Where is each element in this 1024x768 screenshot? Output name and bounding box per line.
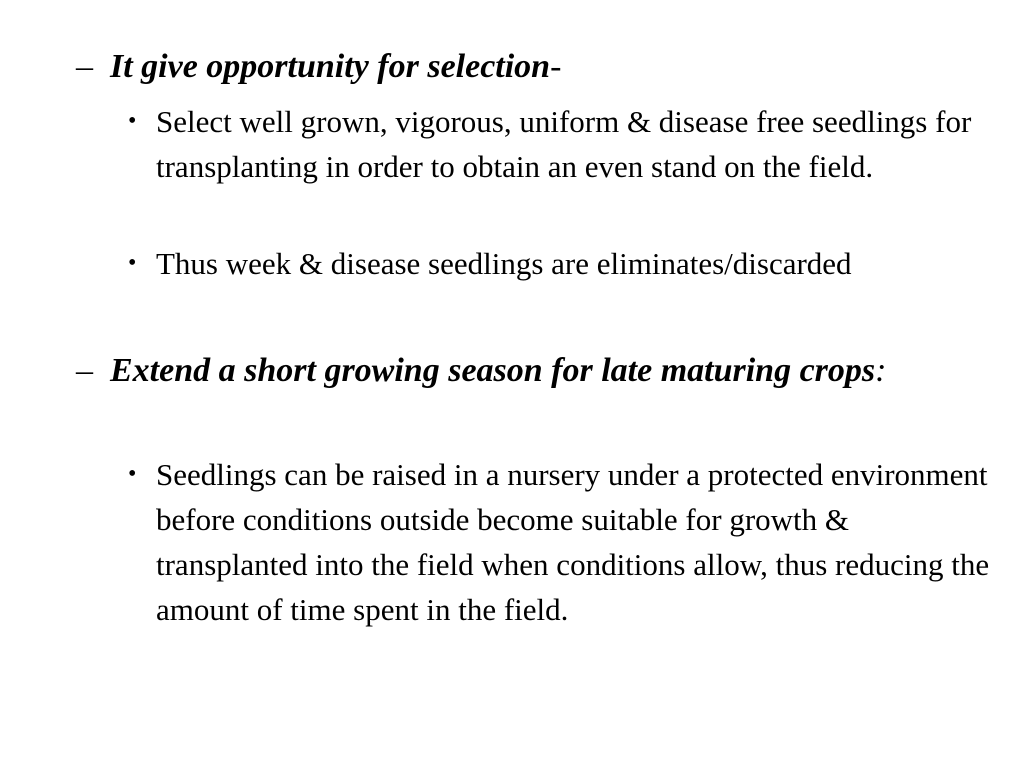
bullet-text: Seedlings can be raised in a nursery under a protected environment before conditions outside become suitable for growth & transplanted into the field when conditions allow, thus reducing the amount of time spent in the field.: [156, 457, 990, 627]
section-heading-text: [76, 43, 976, 91]
dash-marker: –: [76, 352, 93, 389]
section-heading-title: It give opportunity for selection: [110, 48, 551, 85]
bullet-dot: •: [128, 108, 137, 134]
section-heading-suffix: -: [550, 48, 562, 85]
section-heading-selection: [76, 43, 976, 91]
section-heading-growing-season: [76, 347, 976, 395]
section-heading-title: Extend a short growing season for late maturing crops: [110, 352, 876, 389]
bullet-item: [128, 452, 998, 632]
bullet-text: Select well grown, vigorous, uniform & disease free seedlings for transplanting in order to obtain an even stand on the field.: [156, 104, 972, 184]
bullet-dot: •: [128, 250, 137, 276]
bullet-item: [128, 241, 998, 286]
bullet-dot: •: [128, 461, 137, 487]
section-heading-text: [76, 347, 976, 395]
bullet-item: [128, 99, 998, 189]
bullet-text: Thus week & disease seedlings are eliminates/discarded: [156, 246, 852, 281]
section-heading-suffix: :: [875, 352, 887, 389]
dash-marker: –: [76, 48, 93, 85]
